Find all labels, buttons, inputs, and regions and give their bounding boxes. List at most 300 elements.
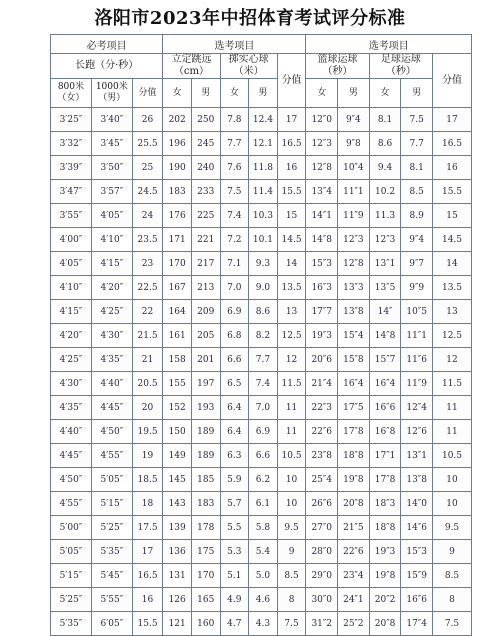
elective1-score-cell: 11 xyxy=(277,396,306,420)
basketball-female-cell: 23″8 xyxy=(306,444,338,468)
run-1000-cell: 5′45″ xyxy=(91,564,132,588)
table-row xyxy=(51,180,472,204)
basketball-female-cell: 31″2 xyxy=(306,612,338,636)
football-female-cell: 18″3 xyxy=(369,492,401,516)
elective2-score-cell: 17 xyxy=(433,108,472,132)
ball-male-cell: 7.0 xyxy=(249,396,278,420)
run-800-cell: 4′35″ xyxy=(51,396,92,420)
basketball-female-cell: 21″4 xyxy=(306,372,338,396)
basketball-male-cell: 23″4 xyxy=(338,564,370,588)
elective1-score-cell: 10 xyxy=(277,468,306,492)
ball-female-cell: 7.8 xyxy=(220,108,249,132)
run-1000-cell: 4′50″ xyxy=(91,420,132,444)
run-800-cell: 4′05″ xyxy=(51,252,92,276)
ball-male-cell: 9.3 xyxy=(249,252,278,276)
table-row xyxy=(51,540,472,564)
run-800-cell: 4′25″ xyxy=(51,348,92,372)
table-row xyxy=(51,564,472,588)
table-row xyxy=(51,108,472,132)
jump-male-cell: 189 xyxy=(191,444,220,468)
ball-female-cell: 6.5 xyxy=(220,372,249,396)
run-800-cell: 3′32″ xyxy=(51,132,92,156)
basketball-male-cell: 16″4 xyxy=(338,372,370,396)
jump-female-cell: 150 xyxy=(163,420,192,444)
elective2-score-cell: 9.5 xyxy=(433,516,472,540)
ball-female-cell: 5.7 xyxy=(220,492,249,516)
basketball-header: 篮球运球（秒） xyxy=(306,54,369,79)
basketball-female-cell: 12″0 xyxy=(306,108,338,132)
jump-male-cell: 197 xyxy=(191,372,220,396)
football-male-cell: 11″9 xyxy=(401,372,433,396)
jump-male-cell: 165 xyxy=(191,588,220,612)
required-group-header: 必考项目 xyxy=(51,35,163,54)
football-male-cell: 11″6 xyxy=(401,348,433,372)
basketball-male-cell: 20″8 xyxy=(338,492,370,516)
jump-female-cell: 167 xyxy=(163,276,192,300)
run-800-cell: 4′20″ xyxy=(51,324,92,348)
run-score-cell: 17 xyxy=(132,540,163,564)
table-row xyxy=(51,132,472,156)
basketball-male-cell: 9″8 xyxy=(338,132,370,156)
ball-male-cell: 7.7 xyxy=(249,348,278,372)
female-header: 女 xyxy=(163,79,192,108)
elective2-score-cell: 16 xyxy=(433,156,472,180)
ball-female-cell: 7.5 xyxy=(220,180,249,204)
basketball-male-cell: 24″1 xyxy=(338,588,370,612)
elective1-score-cell: 8.5 xyxy=(277,564,306,588)
football-female-cell: 10.2 xyxy=(369,180,401,204)
football-male-cell: 8.9 xyxy=(401,204,433,228)
run-1000-cell: 5′15″ xyxy=(91,492,132,516)
football-female-cell: 16″4 xyxy=(369,372,401,396)
basketball-female-cell: 27″0 xyxy=(306,516,338,540)
elective1-score-cell: 12 xyxy=(277,348,306,372)
elective2-score-cell: 14 xyxy=(433,252,472,276)
ball-header: 掷实心球（米） xyxy=(220,54,277,79)
ball-male-cell: 9.0 xyxy=(249,276,278,300)
basketball-male-cell: 15″4 xyxy=(338,324,370,348)
basketball-male-cell: 11″1 xyxy=(338,180,370,204)
football-male-cell: 8.1 xyxy=(401,156,433,180)
jump-male-cell: 189 xyxy=(191,420,220,444)
elective2-score-cell: 8.5 xyxy=(433,564,472,588)
football-male-cell: 12″4 xyxy=(401,396,433,420)
run-1000-cell: 4′55″ xyxy=(91,444,132,468)
run-1000-cell: 3′57″ xyxy=(91,180,132,204)
run-1000-cell: 4′05″ xyxy=(91,204,132,228)
football-male-cell: 14″0 xyxy=(401,492,433,516)
run-score-cell: 23.5 xyxy=(132,228,163,252)
elective-group-header: 选考项目 xyxy=(163,35,306,54)
run-1000-cell: 4′30″ xyxy=(91,324,132,348)
run-800-cell: 4′30″ xyxy=(51,372,92,396)
ball-male-cell: 10.1 xyxy=(249,228,278,252)
male-header: 男 xyxy=(401,79,433,108)
run-800-cell: 4′10″ xyxy=(51,276,92,300)
football-male-cell: 10″5 xyxy=(401,300,433,324)
ball-male-cell: 12.4 xyxy=(249,108,278,132)
ball-male-cell: 6.2 xyxy=(249,468,278,492)
football-male-cell: 16″6 xyxy=(401,588,433,612)
ball-male-cell: 5.0 xyxy=(249,564,278,588)
elective2-score-cell: 10 xyxy=(433,468,472,492)
ball-female-cell: 4.7 xyxy=(220,612,249,636)
ball-male-cell: 8.6 xyxy=(249,300,278,324)
run-score-cell: 24.5 xyxy=(132,180,163,204)
run-score-cell: 25 xyxy=(132,156,163,180)
elective2-score-cell: 11 xyxy=(433,396,472,420)
ball-male-cell: 5.8 xyxy=(249,516,278,540)
ball-female-cell: 6.8 xyxy=(220,324,249,348)
football-female-cell: 11.3 xyxy=(369,204,401,228)
jump-female-cell: 149 xyxy=(163,444,192,468)
football-male-cell: 13″1 xyxy=(401,444,433,468)
jump-female-cell: 139 xyxy=(163,516,192,540)
female-header: 女 xyxy=(369,79,401,108)
football-female-cell: 16″6 xyxy=(369,396,401,420)
football-male-cell: 8.5 xyxy=(401,180,433,204)
run-800-cell: 5′35″ xyxy=(51,612,92,636)
elective1-score-cell: 15 xyxy=(277,204,306,228)
elective1-score-cell: 13 xyxy=(277,300,306,324)
elective1-score-cell: 9 xyxy=(277,540,306,564)
football-female-cell: 14″8 xyxy=(369,324,401,348)
basketball-female-cell: 30″0 xyxy=(306,588,338,612)
run-1000-cell: 4′20″ xyxy=(91,276,132,300)
jump-female-cell: 131 xyxy=(163,564,192,588)
basketball-female-cell: 15″3 xyxy=(306,252,338,276)
jump-female-cell: 161 xyxy=(163,324,192,348)
elective1-score-cell: 7.5 xyxy=(277,612,306,636)
football-female-cell: 13″5 xyxy=(369,276,401,300)
ball-female-cell: 5.3 xyxy=(220,540,249,564)
run-1000-cell: 4′10″ xyxy=(91,228,132,252)
run-score-cell: 22.5 xyxy=(132,276,163,300)
football-female-cell: 18″8 xyxy=(369,516,401,540)
football-female-cell: 8.1 xyxy=(369,108,401,132)
football-male-cell: 9″4 xyxy=(401,228,433,252)
basketball-male-cell: 15″8 xyxy=(338,348,370,372)
basketball-female-cell: 12″3 xyxy=(306,132,338,156)
jump-female-cell: 126 xyxy=(163,588,192,612)
elective1-score-cell: 14 xyxy=(277,252,306,276)
elective1-score-cell: 9.5 xyxy=(277,516,306,540)
run-1000-cell: 5′55″ xyxy=(91,588,132,612)
ball-male-cell: 6.1 xyxy=(249,492,278,516)
score-header: 分值 xyxy=(277,54,306,108)
score-header: 分值 xyxy=(132,79,163,108)
jump-male-cell: 185 xyxy=(191,468,220,492)
run-1000-cell: 5′35″ xyxy=(91,540,132,564)
football-female-cell: 13″1 xyxy=(369,252,401,276)
run-score-cell: 26 xyxy=(132,108,163,132)
football-male-cell: 15″9 xyxy=(401,564,433,588)
football-header: 足球运球（秒） xyxy=(369,54,432,79)
run-1000-cell: 3′45″ xyxy=(91,132,132,156)
run-1000-cell: 4′40″ xyxy=(91,372,132,396)
ball-female-cell: 4.9 xyxy=(220,588,249,612)
elective2-score-cell: 7.5 xyxy=(433,612,472,636)
table-row xyxy=(51,516,472,540)
jump-female-cell: 202 xyxy=(163,108,192,132)
football-female-cell: 17″8 xyxy=(369,468,401,492)
run-800-cell: 4′45″ xyxy=(51,444,92,468)
elective2-score-cell: 8 xyxy=(433,588,472,612)
table-row xyxy=(51,276,472,300)
jump-female-cell: 152 xyxy=(163,396,192,420)
run-score-cell: 17.5 xyxy=(132,516,163,540)
elective2-score-cell: 10 xyxy=(433,492,472,516)
basketball-female-cell: 12″8 xyxy=(306,156,338,180)
run-score-cell: 21 xyxy=(132,348,163,372)
jump-male-cell: 178 xyxy=(191,516,220,540)
run-1000-cell: 5′25″ xyxy=(91,516,132,540)
run-800-header: 800米（女） xyxy=(51,79,92,108)
run-header: 长跑（分·秒） xyxy=(51,54,163,79)
jump-male-cell: 175 xyxy=(191,540,220,564)
basketball-male-cell: 9″4 xyxy=(338,108,370,132)
jump-female-cell: 155 xyxy=(163,372,192,396)
jump-female-cell: 143 xyxy=(163,492,192,516)
female-header: 女 xyxy=(220,79,249,108)
football-male-cell: 9″9 xyxy=(401,276,433,300)
ball-male-cell: 4.3 xyxy=(249,612,278,636)
table-row xyxy=(51,420,472,444)
basketball-female-cell: 22″6 xyxy=(306,420,338,444)
football-female-cell: 15″7 xyxy=(369,348,401,372)
elective1-score-cell: 12.5 xyxy=(277,324,306,348)
jump-male-cell: 240 xyxy=(191,156,220,180)
elective2-score-cell: 12.5 xyxy=(433,324,472,348)
ball-female-cell: 7.7 xyxy=(220,132,249,156)
table-row xyxy=(51,156,472,180)
elective2-score-cell: 11.5 xyxy=(433,372,472,396)
elective1-score-cell: 10.5 xyxy=(277,444,306,468)
elective1-score-cell: 14.5 xyxy=(277,228,306,252)
run-800-cell: 4′15″ xyxy=(51,300,92,324)
table-row xyxy=(51,324,472,348)
jump-female-cell: 121 xyxy=(163,612,192,636)
jump-male-cell: 213 xyxy=(191,276,220,300)
run-800-cell: 3′47″ xyxy=(51,180,92,204)
table-row xyxy=(51,588,472,612)
ball-female-cell: 7.2 xyxy=(220,228,249,252)
ball-female-cell: 6.6 xyxy=(220,348,249,372)
jump-female-cell: 158 xyxy=(163,348,192,372)
run-score-cell: 19 xyxy=(132,444,163,468)
jump-male-cell: 183 xyxy=(191,492,220,516)
jump-female-cell: 176 xyxy=(163,204,192,228)
elective1-score-cell: 10 xyxy=(277,492,306,516)
run-score-cell: 15.5 xyxy=(132,612,163,636)
football-female-cell: 9.4 xyxy=(369,156,401,180)
ball-female-cell: 7.0 xyxy=(220,276,249,300)
basketball-female-cell: 28″0 xyxy=(306,540,338,564)
jump-male-cell: 245 xyxy=(191,132,220,156)
jump-male-cell: 250 xyxy=(191,108,220,132)
male-header: 男 xyxy=(249,79,278,108)
basketball-female-cell: 13″4 xyxy=(306,180,338,204)
male-header: 男 xyxy=(338,79,370,108)
jump-female-cell: 145 xyxy=(163,468,192,492)
basketball-male-cell: 18″8 xyxy=(338,444,370,468)
run-800-cell: 4′00″ xyxy=(51,228,92,252)
run-score-cell: 20.5 xyxy=(132,372,163,396)
run-1000-cell: 4′25″ xyxy=(91,300,132,324)
elective1-score-cell: 11 xyxy=(277,420,306,444)
elective1-score-cell: 11.5 xyxy=(277,372,306,396)
elective2-score-cell: 14.5 xyxy=(433,228,472,252)
jump-female-cell: 196 xyxy=(163,132,192,156)
basketball-female-cell: 14″8 xyxy=(306,228,338,252)
football-male-cell: 17″4 xyxy=(401,612,433,636)
ball-male-cell: 5.4 xyxy=(249,540,278,564)
ball-female-cell: 5.9 xyxy=(220,468,249,492)
basketball-male-cell: 17″8 xyxy=(338,420,370,444)
jump-male-cell: 160 xyxy=(191,612,220,636)
basketball-female-cell: 17″7 xyxy=(306,300,338,324)
basketball-female-cell: 16″3 xyxy=(306,276,338,300)
run-score-cell: 23 xyxy=(132,252,163,276)
ball-female-cell: 6.9 xyxy=(220,300,249,324)
run-1000-cell: 4′35″ xyxy=(91,348,132,372)
basketball-female-cell: 25″4 xyxy=(306,468,338,492)
run-score-cell: 22 xyxy=(132,300,163,324)
score-header: 分值 xyxy=(433,54,472,108)
basketball-male-cell: 11″9 xyxy=(338,204,370,228)
run-score-cell: 16 xyxy=(132,588,163,612)
run-score-cell: 25.5 xyxy=(132,132,163,156)
ball-male-cell: 11.4 xyxy=(249,180,278,204)
ball-female-cell: 5.5 xyxy=(220,516,249,540)
ball-female-cell: 5.1 xyxy=(220,564,249,588)
football-female-cell: 14″ xyxy=(369,300,401,324)
elective2-score-cell: 12 xyxy=(433,348,472,372)
ball-male-cell: 4.6 xyxy=(249,588,278,612)
ball-male-cell: 7.4 xyxy=(249,372,278,396)
run-1000-cell: 6′05″ xyxy=(91,612,132,636)
jump-female-cell: 183 xyxy=(163,180,192,204)
basketball-female-cell: 26″6 xyxy=(306,492,338,516)
basketball-female-cell: 19″3 xyxy=(306,324,338,348)
ball-female-cell: 6.4 xyxy=(220,396,249,420)
jump-header: 立定跳远（cm） xyxy=(163,54,220,79)
elective2-score-cell: 11 xyxy=(433,420,472,444)
jump-male-cell: 209 xyxy=(191,300,220,324)
run-score-cell: 16.5 xyxy=(132,564,163,588)
jump-female-cell: 164 xyxy=(163,300,192,324)
run-800-cell: 3′39″ xyxy=(51,156,92,180)
ball-female-cell: 6.4 xyxy=(220,420,249,444)
football-female-cell: 19″8 xyxy=(369,564,401,588)
jump-male-cell: 225 xyxy=(191,204,220,228)
jump-female-cell: 190 xyxy=(163,156,192,180)
run-score-cell: 24 xyxy=(132,204,163,228)
ball-female-cell: 7.6 xyxy=(220,156,249,180)
football-female-cell: 20″8 xyxy=(369,612,401,636)
football-male-cell: 14″6 xyxy=(401,516,433,540)
ball-female-cell: 6.3 xyxy=(220,444,249,468)
ball-male-cell: 10.3 xyxy=(249,204,278,228)
football-male-cell: 13″8 xyxy=(401,468,433,492)
run-800-cell: 5′00″ xyxy=(51,516,92,540)
football-female-cell: 19″3 xyxy=(369,540,401,564)
table-row xyxy=(51,468,472,492)
run-1000-header: 1000米（男） xyxy=(91,79,132,108)
elective2-score-cell: 13 xyxy=(433,300,472,324)
basketball-male-cell: 25″2 xyxy=(338,612,370,636)
football-female-cell: 16″8 xyxy=(369,420,401,444)
basketball-male-cell: 13″8 xyxy=(338,300,370,324)
ball-male-cell: 8.2 xyxy=(249,324,278,348)
elective1-score-cell: 15.5 xyxy=(277,180,306,204)
football-male-cell: 7.5 xyxy=(401,108,433,132)
jump-male-cell: 205 xyxy=(191,324,220,348)
elective2-score-cell: 15.5 xyxy=(433,180,472,204)
table-row xyxy=(51,348,472,372)
run-score-cell: 21.5 xyxy=(132,324,163,348)
run-800-cell: 4′55″ xyxy=(51,492,92,516)
basketball-female-cell: 29″0 xyxy=(306,564,338,588)
elective1-score-cell: 17 xyxy=(277,108,306,132)
elective1-score-cell: 16.5 xyxy=(277,132,306,156)
jump-male-cell: 221 xyxy=(191,228,220,252)
jump-female-cell: 170 xyxy=(163,252,192,276)
football-male-cell: 12″6 xyxy=(401,420,433,444)
elective1-score-cell: 8 xyxy=(277,588,306,612)
basketball-female-cell: 14″1 xyxy=(306,204,338,228)
table-row xyxy=(51,252,472,276)
table-row xyxy=(51,492,472,516)
female-header: 女 xyxy=(306,79,338,108)
football-female-cell: 12″3 xyxy=(369,228,401,252)
basketball-male-cell: 19″8 xyxy=(338,468,370,492)
football-female-cell: 20″2 xyxy=(369,588,401,612)
jump-male-cell: 170 xyxy=(191,564,220,588)
table-row xyxy=(51,444,472,468)
football-male-cell: 15″3 xyxy=(401,540,433,564)
page-title: 洛阳市2023年中招体育考试评分标准 xyxy=(94,8,406,29)
football-female-cell: 8.6 xyxy=(369,132,401,156)
run-score-cell: 18.5 xyxy=(132,468,163,492)
jump-male-cell: 201 xyxy=(191,348,220,372)
ball-female-cell: 7.4 xyxy=(220,204,249,228)
elective2-score-cell: 16.5 xyxy=(433,132,472,156)
basketball-female-cell: 20″6 xyxy=(306,348,338,372)
male-header: 男 xyxy=(191,79,220,108)
elective2-score-cell: 15 xyxy=(433,204,472,228)
run-1000-cell: 4′15″ xyxy=(91,252,132,276)
basketball-male-cell: 17″5 xyxy=(338,396,370,420)
ball-male-cell: 6.6 xyxy=(249,444,278,468)
ball-male-cell: 11.8 xyxy=(249,156,278,180)
table-row xyxy=(51,300,472,324)
ball-male-cell: 12.1 xyxy=(249,132,278,156)
jump-male-cell: 233 xyxy=(191,180,220,204)
run-800-cell: 5′05″ xyxy=(51,540,92,564)
basketball-male-cell: 13″3 xyxy=(338,276,370,300)
table-row xyxy=(51,612,472,636)
run-1000-cell: 3′50″ xyxy=(91,156,132,180)
jump-male-cell: 193 xyxy=(191,396,220,420)
basketball-female-cell: 22″3 xyxy=(306,396,338,420)
run-1000-cell: 4′45″ xyxy=(91,396,132,420)
elective1-score-cell: 13.5 xyxy=(277,276,306,300)
elective1-score-cell: 16 xyxy=(277,156,306,180)
ball-male-cell: 6.9 xyxy=(249,420,278,444)
run-1000-cell: 5′05″ xyxy=(91,468,132,492)
jump-female-cell: 136 xyxy=(163,540,192,564)
